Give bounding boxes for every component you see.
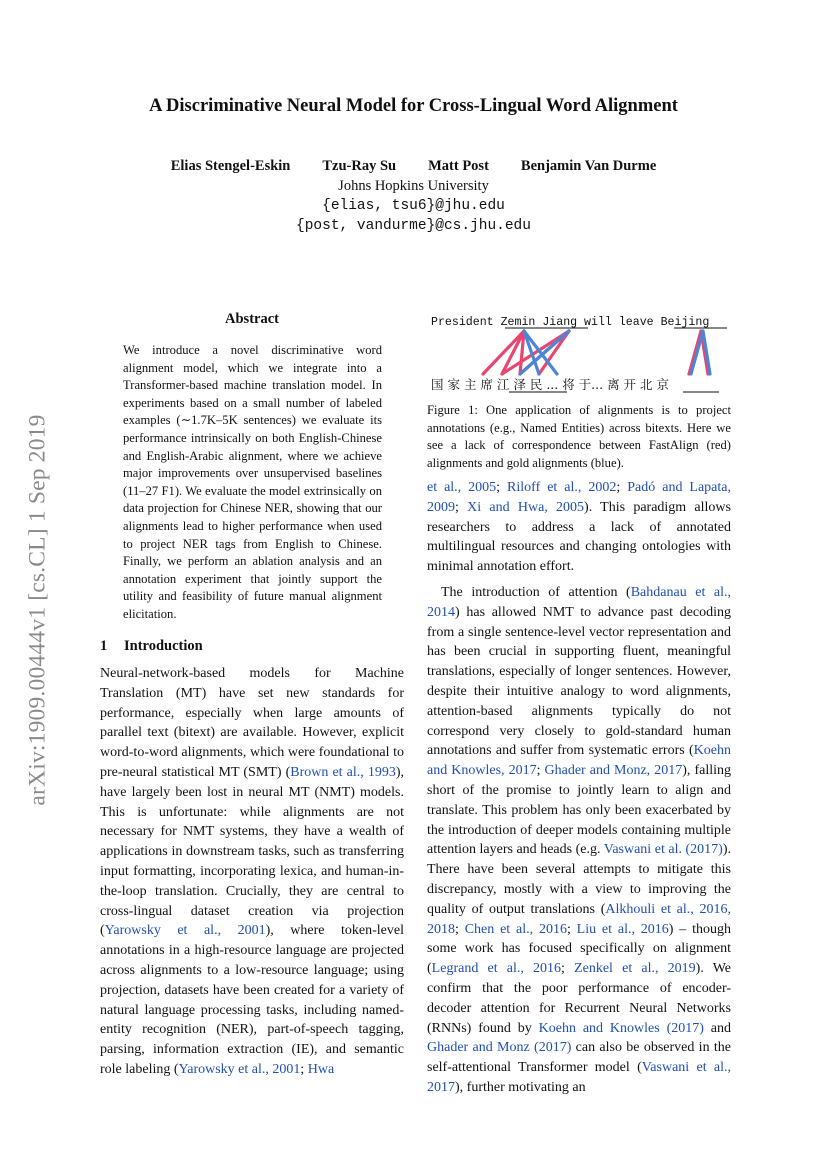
figure-caption: Figure 1: One application of alignments is to project annotations (e.g., Named Entities) across bitexts. Here we see a lack of correspondence between FastAlign (red) alignments and gold alignments (blue). (427, 403, 731, 470)
citation-link[interactable]: Riloff et al., 2002 (507, 480, 617, 495)
text-run: ; (455, 499, 468, 515)
text-run: can also be observed in the self-attentional Transformer model ( (427, 1040, 731, 1076)
fastalign-link (689, 331, 701, 374)
text-run: ; (561, 961, 575, 977)
citation-link[interactable]: Alkhouli et al., 2016, 2018 (427, 901, 731, 937)
author-name: Elias Stengel-Eskin (170, 158, 291, 174)
email-line: {post, vandurme}@cs.jhu.edu (296, 218, 531, 234)
citation-link[interactable]: Yarowsky et al., 2001 (104, 923, 266, 939)
citation-link[interactable]: Liu et al., 2016 (576, 921, 669, 937)
author-name: Benjamin Van Durme (520, 158, 657, 174)
citation-link[interactable]: Vaswani et al. (2017) (603, 842, 723, 858)
paragraph (427, 478, 731, 577)
text-run: and (703, 1020, 731, 1036)
text-run: ; (566, 921, 577, 937)
author-name: Tzu-Ray Su (322, 158, 397, 174)
abstract-text: We introduce a novel discriminative word alignment model, which we integrate into a Transformer-based machine translation model. In experiments based on a small number of labeled examples (∼1.7K–5K sentences) we evaluate its performance intrinsically on both English-Chinese and English-Arabic alignment, where we achieve major improvements over unsupervised baselines (11–27 F1). We evaluate the model extrinsically on data projection for Chinese NER, showing that our alignments lead to higher performance when used to project NER tags from English to Chinese. Finally, we perform an ablation analysis and an annotation experiment that jointly support the utility and feasibility of future manual alignment elicitation. (123, 343, 382, 621)
author-name: Matt Post (428, 158, 489, 174)
text-run: ). There have been several attempts to mitigate this discrepancy, mostly with a view to improving the quality of output translations ( (427, 842, 731, 917)
arxiv-identifier: arXiv:1909.00444v1 [cs.CL] 1 Sep 2019 (24, 414, 51, 806)
citation-link[interactable]: Legrand et al., 2016 (431, 961, 562, 977)
text-run: ; (536, 763, 545, 779)
citation-link[interactable]: Ghader and Monz (2017) (427, 1040, 572, 1056)
figure-1 (427, 308, 731, 400)
paragraph (100, 664, 404, 1080)
section-number: 1 (100, 638, 108, 654)
section-title: Introduction (124, 638, 203, 654)
right-column-body (427, 478, 731, 1098)
text-run: ) has allowed NMT to advance past decoding from a single sentence-level vector representation and has been crucial in supporting fluent, meaningful translations, especially of longer sentences. However, despite their intuitive analogy to word alignments, attention-based alignments typically do not correspond very closely to gold-standard human annotations and suffer from systematic errors ( (427, 604, 731, 759)
abstract-heading: Abstract (225, 311, 279, 327)
citation-link[interactable]: Zenkel et al., 2019 (574, 961, 696, 977)
paper-title: A Discriminative Neural Model for Cross-Lingual Word Alignment (149, 96, 678, 116)
citation-link[interactable]: Ghader and Monz, 2017 (544, 763, 683, 779)
text-run: ; (300, 1061, 308, 1077)
citation-link[interactable]: Xi and Hwa, 2005 (467, 499, 585, 515)
text-run: ), falling short of the promise to jointly learn to align and translate. This problem has only been exacerbated by the introduction of deeper models containing multiple attention layers and heads (e.g. (427, 763, 731, 858)
citation-link[interactable]: Brown et al., 1993 (290, 764, 396, 780)
citation-link[interactable]: Koehn and Knowles (2017) (538, 1020, 704, 1036)
english-sentence: President Zemin Jiang will leave Beijing (431, 316, 710, 329)
text-run: ), have largely been lost in neural MT (NMT) models. This is unfortunate: while alignments are not necessary for NMT systems, they have a wealth of applications in downstream tasks, such as transferring input formatting, incorporating lexica, and human-in-the-loop translation. Crucially, they are central to cross-lingual dataset creation via projection ( (100, 764, 404, 939)
fastalign-link (483, 331, 524, 374)
text-run: Neural-network-based models for Machine Translation (MT) have set new standards for performance, especially when large amounts of parallel text (bitext) are available. However, explicit word-to-word alignments, which were foundational to pre-neural statistical MT (SMT) ( (100, 666, 404, 780)
citation-link[interactable]: Chen et al., 2016 (464, 921, 567, 937)
alignment-diagram (427, 308, 731, 400)
paragraph (427, 583, 731, 1098)
text-run: The introduction of attention ( (441, 584, 631, 600)
section-heading (100, 638, 203, 655)
left-column-body (100, 664, 404, 1080)
citation-link[interactable]: et al., 2005 (427, 480, 497, 495)
citation-link[interactable]: Padó and Lapata, 2009 (427, 480, 732, 515)
gold-link (691, 331, 703, 374)
text-run: ). We confirm that the poor performance of encoder-decoder attention for Recurrent Neural Networks (RNNs) found by (427, 961, 732, 1036)
citation-link[interactable]: Yarowsky et al., 2001 (178, 1061, 301, 1077)
text-run: ) – though some work has focused specifically on alignment ( (427, 921, 731, 977)
citation-link[interactable]: Koehn and Knowles, 2017 (427, 743, 731, 779)
text-run: ; (455, 921, 465, 937)
text-run: ), where token-level annotations in a high-resource language are projected across alignments to a low-resource language; using projection, datasets have been created for a variety of natural language processing tasks, including named-entity recognition (NER), part-of-speech tagging, parsing, information extraction (IE), and semantic role labeling ( (100, 923, 404, 1077)
email-line: {elias, tsu6}@jhu.edu (322, 198, 505, 214)
text-run: ; (496, 480, 508, 495)
text-run: ; (616, 480, 628, 495)
affiliation: Johns Hopkins University (338, 178, 489, 194)
chinese-sentence: 国 家 主 席 江 泽 民 ... 将 于... 离 开 北 京 (431, 377, 669, 392)
text-run: ). This paradigm allows researchers to address a lack of annotated multilingual resources and changing ontologies with minimal annotation effort. (427, 499, 731, 575)
citation-link[interactable]: Hwa (307, 1061, 335, 1077)
author-list (0, 158, 827, 175)
text-run: ), further motivating an (455, 1079, 586, 1095)
citation-link[interactable]: Vaswani et al., 2017 (427, 1060, 731, 1095)
citation-link[interactable]: Bahdanau et al., 2014 (427, 584, 732, 620)
